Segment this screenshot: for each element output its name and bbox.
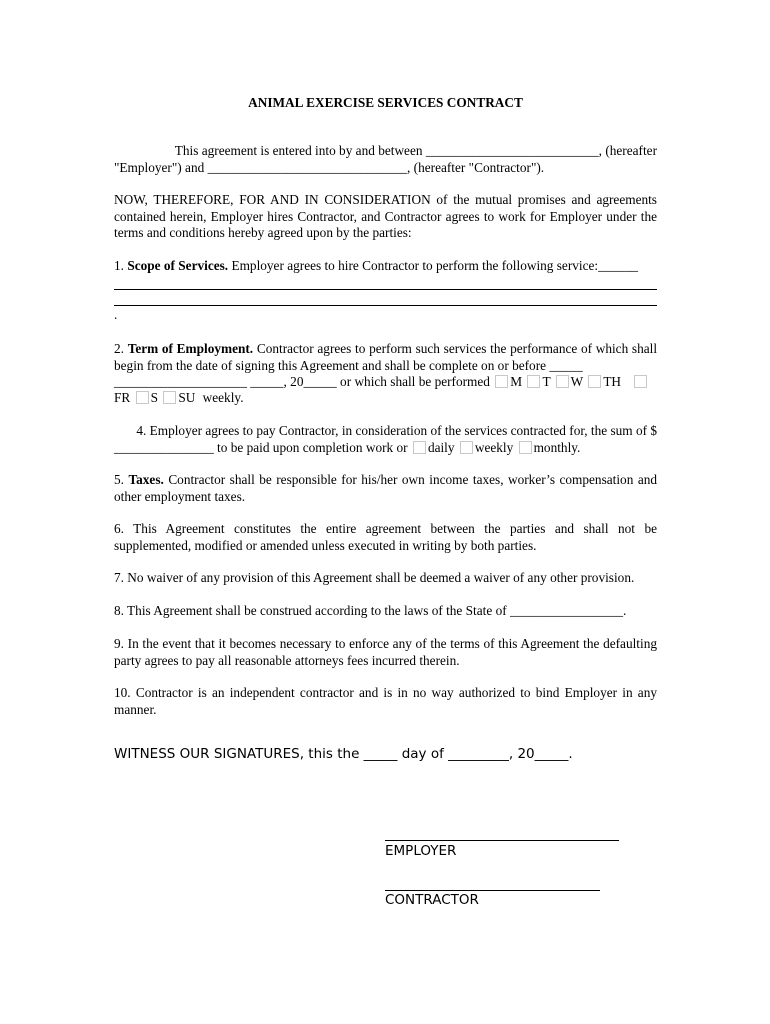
section-heading: Term of Employment. <box>127 341 254 356</box>
section-9-enforcement: 9. In the event that it becomes necessary to enforce any of the terms of this Agreement the defaulting party agrees to pay all reasonable attorneys fees incurred therein. <box>114 636 657 668</box>
employer-label: EMPLOYER <box>385 843 457 859</box>
section-number: 2. <box>114 341 124 356</box>
day-label: SU <box>178 390 196 405</box>
pay-checkbox-monthly[interactable] <box>519 441 532 454</box>
section-4-payment <box>114 423 657 456</box>
day-checkbox-t[interactable] <box>527 375 540 388</box>
term-date-blank: ____________________ _____, 20_____ or which shall be performed <box>114 374 490 389</box>
contractor-label: CONTRACTOR <box>385 892 479 908</box>
now-therefore-paragraph: NOW, THEREFORE, FOR AND IN CONSIDERATION of the mutual promises and agreements contained herein, Employer hires Contractor, and Contractor agrees to work for Employer under the terms and conditions hereby agreed upon by the parties: <box>114 192 657 240</box>
section-text: Contractor agrees to perform such services the performance of which shall begin from the date of signing this Agreement and shall be complete on or before _____ <box>114 341 658 373</box>
day-label: W <box>570 374 583 389</box>
day-checkbox-th[interactable] <box>588 375 601 388</box>
witness-line: WITNESS OUR SIGNATURES, this the _____ day of _________, 20_____. <box>114 746 573 762</box>
payment-line-2 <box>114 440 657 457</box>
day-checkbox-w[interactable] <box>556 375 569 388</box>
section-8-governing-law: 8. This Agreement shall be construed according to the laws of the State of _________________. <box>114 603 627 618</box>
section-heading: Scope of Services. <box>127 258 229 273</box>
section-7-waiver: 7. No waiver of any provision of this Agreement shall be deemed a waiver of any other provision. <box>114 570 635 585</box>
section-heading: Taxes. <box>128 472 164 487</box>
section-number: 1. <box>114 258 124 273</box>
day-checkbox-m[interactable] <box>495 375 508 388</box>
section-text: Contractor shall be responsible for his/her own income taxes, worker’s compensation and other employment taxes. <box>114 472 658 504</box>
payment-line-1: 4. Employer agrees to pay Contractor, in consideration of the services contracted for, the sum of $ <box>136 423 657 438</box>
day-label: M <box>510 374 523 389</box>
pay-checkbox-daily[interactable] <box>413 441 426 454</box>
pay-option-label: daily <box>427 439 455 455</box>
scope-period: . <box>114 307 118 322</box>
intro-line-2: "Employer") and ______________________________, (hereafter "Contractor"). <box>114 159 545 175</box>
pay-option-label: weekly <box>474 439 514 455</box>
section-10-independent-contractor: 10. Contractor is an independent contractor and is in no way authorized to bind Employer in any manner. <box>114 685 657 717</box>
section-text: Employer agrees to hire Contractor to perform the following service:______ <box>231 258 638 273</box>
weekly-label: weekly. <box>202 390 244 405</box>
term-days-line <box>114 374 657 391</box>
day-checkbox-fr[interactable] <box>634 375 647 388</box>
day-checkbox-su[interactable] <box>163 391 176 404</box>
intro-line-1: This agreement is entered into by and between __________________________, (hereafter <box>174 143 657 158</box>
section-5-taxes <box>114 472 657 505</box>
term-days-line-2 <box>114 390 657 407</box>
section-1-scope <box>114 258 657 275</box>
intro-paragraph <box>114 143 657 176</box>
day-label: TH <box>603 374 622 389</box>
section-2-term <box>114 341 657 374</box>
section-6-entire-agreement: 6. This Agreement constitutes the entire agreement between the parties and shall not be supplemented, modified or amended unless executed in writing by both parties. <box>114 521 657 553</box>
day-label: FR <box>114 390 131 405</box>
pay-option-label: monthly. <box>533 439 581 455</box>
contractor-signature-line[interactable] <box>385 890 600 891</box>
scope-blank-line-1[interactable] <box>114 289 657 290</box>
section-number: 5. <box>114 472 124 487</box>
day-label: S <box>150 390 158 405</box>
day-checkbox-s[interactable] <box>136 391 149 404</box>
employer-signature-line[interactable] <box>385 840 619 841</box>
payment-amount-blank: _______________ to be paid upon completion work or <box>114 439 408 455</box>
document-title: ANIMAL EXERCISE SERVICES CONTRACT <box>248 95 523 110</box>
day-label: T <box>542 374 551 389</box>
scope-blank-line-2[interactable] <box>114 305 657 306</box>
pay-checkbox-weekly[interactable] <box>460 441 473 454</box>
